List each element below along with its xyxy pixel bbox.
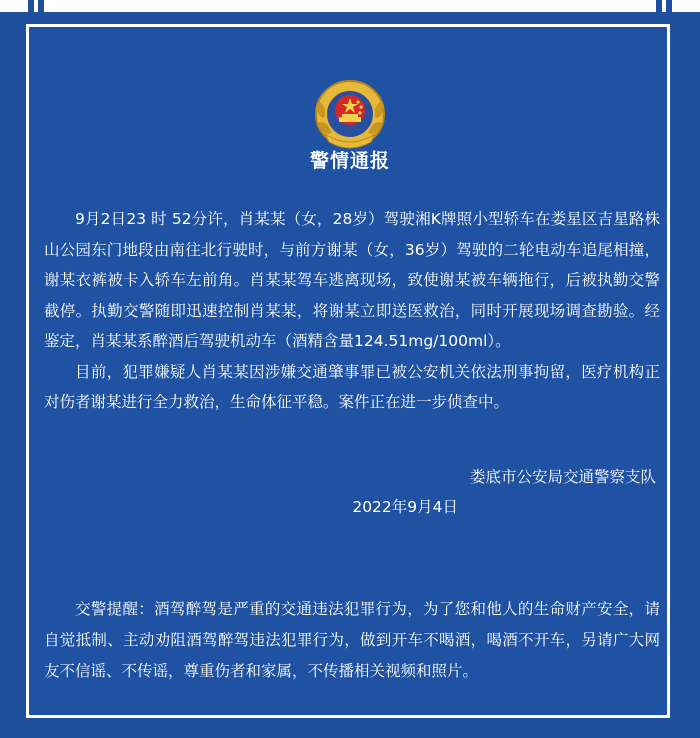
notice-paragraph-2: 目前，犯罪嫌疑人肖某某因涉嫌交通肇事罪已被公安机关依法刑事拘留，医疗机构正对伤者谢某进行全力救治，生命体征平稳。案件正在进一步侦查中。 [44,362,660,411]
traffic-reminder: 交警提醒：酒驾醉驾是严重的交通违法犯罪行为，为了您和他人的生命财产安全，请自觉抵制、主动劝阻酒驾醉驾违法犯罪行为，做到开车不喝酒，喝酒不开车，另请广大网友不信谣、不传谣，尊重伤者和家属，不传播相关视频和照片。 [44,600,660,680]
notice-paragraph-1: 9月2日23 时 52分许，肖某某（女，28岁）驾驶湘K牌照小型轿车在娄星区吉星路株山公园东门地段由南往北行驶时，与前方谢某（女，36岁）驾驶的二轮电动车追尾相撞，谢某衣裤被卡入轿车左前角。肖某某驾车逃离现场，致使谢某被车辆拖行，后被执勤交警截停。执勤交警随即迅速控制肖某某，将谢某立即送医救治，同时开展现场调查勘验。经鉴定，肖某某系醉酒后驾驶机动车（酒精含量124.51mg/100ml）。 [44,210,660,350]
corner-decoration-left [22,0,48,20]
top-band [0,0,700,12]
page-title: 警情通报 [309,150,390,172]
issuer: 娄底市公安局交通警察支队 [469,468,656,486]
signature-block [352,462,656,522]
police-badge-icon [311,74,389,152]
notice-body [44,204,660,418]
issue-date: 2022年9月4日 [352,498,458,516]
corner-decoration-right [652,0,678,20]
